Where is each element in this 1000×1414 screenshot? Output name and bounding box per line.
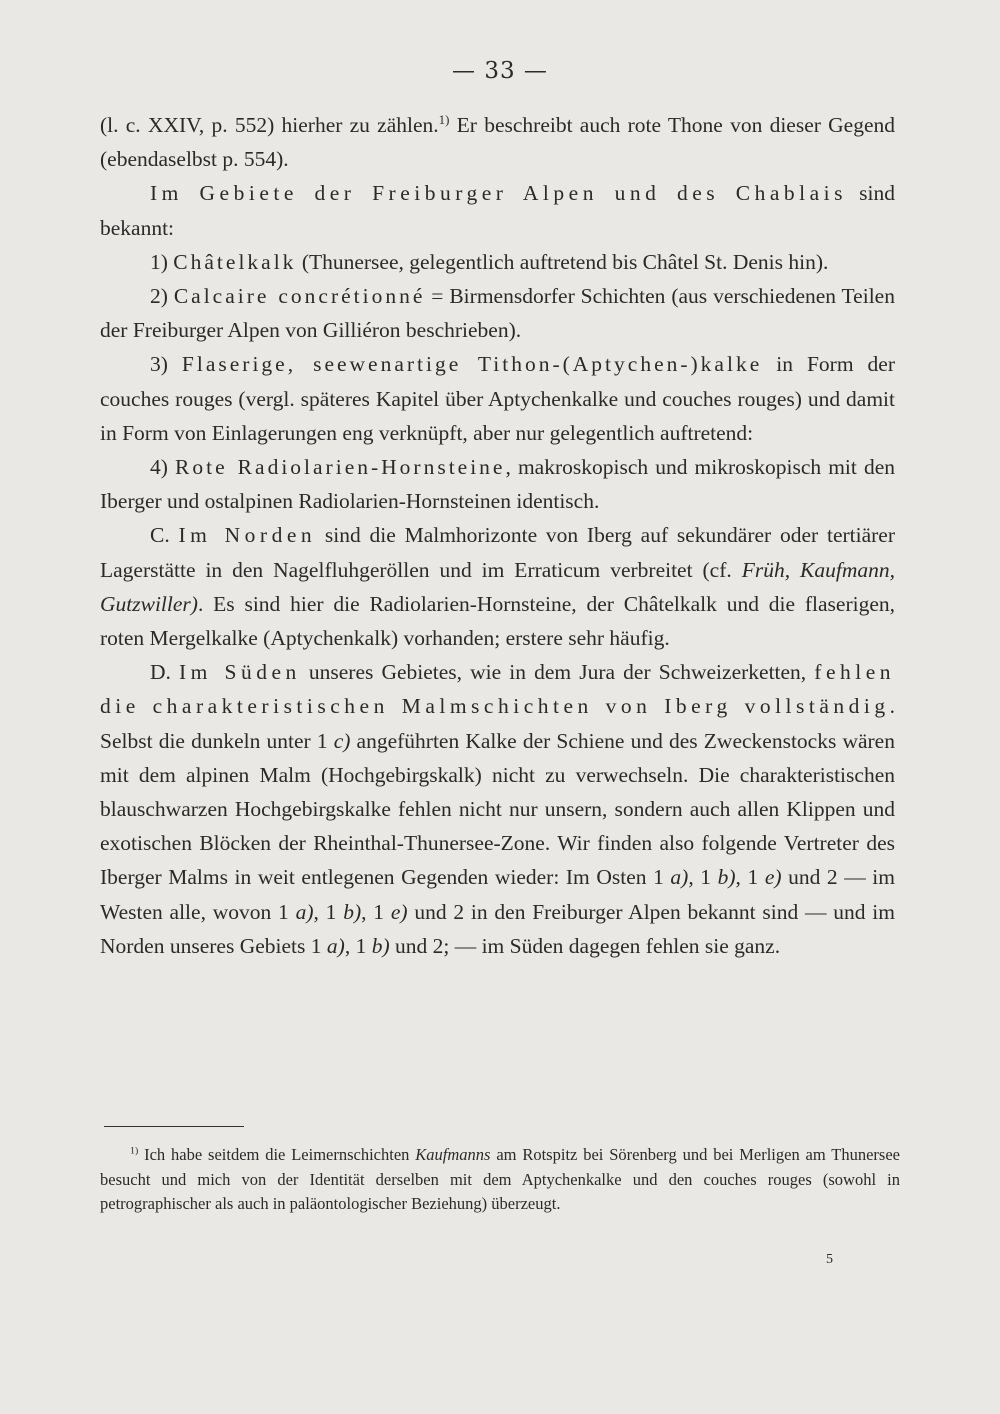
signature-mark: 5 [826, 1252, 833, 1267]
footnote: $^{1)}$ Ich habe seitdem die Leimernschichten Kaufmanns am Rotspitz bei Sörenberg und bei Merligen am Thunersee besucht und mich von der Identität derselben mit dem Aptychenkalke und den couches rouges (sowohl in petrographischer als auch in paläontologischer Beziehung) überzeugt. [100, 1145, 900, 1213]
list-item-1: 1) Châtelkalk (Thunersee, gelegentlich auftretend bis Châtel St. Denis hin). [150, 249, 829, 274]
list-item-4: 4) Rote Radiolarien-Hornsteine, makroskopisch und mikroskopisch mit den Iberger und ostalpinen Radiolarien-Hornsteinen identisch. [100, 455, 895, 514]
footnote-author: Kaufmanns [415, 1145, 491, 1164]
body-text [100, 108, 895, 963]
footnote-ref: 1) [438, 112, 450, 127]
section-c: C. Im Norden sind die Malmhorizonte von Iberg auf sekundärer oder tertiärer Lagerstätte in den Nagelfluhgeröllen und im Erraticum verbreitet (cf. Früh, Kaufmann, Gutzwiller). Es sind hier die Radiolarien-Hornsteine, der Châtelkalk und die flaserigen, roten Mergelkalke (Aptychenkalk) vorhanden; erstere sehr häufig. [100, 523, 896, 651]
list-item-3: 3) Flaserige, seewenartige Tithon-(Aptychen-)kalke in Form der couches rouges (vergl. späteres Kapitel über Aptychenkalke und couches rouges) und damit in Form von Einlagerungen eng verknüpft, aber nur gelegentlich auftretend: [100, 352, 895, 445]
list-item-2: 2) Calcaire concrétionné = Birmensdorfer Schichten (aus verschiedenen Teilen der Freiburger Alpen von Gilliéron beschrieben). [100, 284, 895, 343]
footnote-marker: 1) [130, 1145, 139, 1157]
section-d: D. Im Süden unseres Gebietes, wie in dem Jura der Schweizerketten, fehlen die charakteristischen Malmschichten von Iberg vollständig. Selbst die dunkeln unter 1 c) angeführten Kalke der Schiene und des Zweckenstocks wären mit dem alpinen Malm (Hochgebirgskalk) nicht zu verwechseln. Die charakteristischen blauschwarzen Hochgebirgskalke fehlen nicht nur unsern, sondern auch allen Klippen und exotischen Blöcken der Rheinthal-Thunersee-Zone. Wir finden also folgende Vertreter des Iberger Malms in weit entlegenen Gegenden wieder: Im Osten 1 a), 1 b), 1 e) und 2 — im Westen alle, wovon 1 a), 1 b), 1 e) und 2 in den Freiburger Alpen bekannt sind — und im Norden unseres Gebiets 1 a), 1 b) und 2; — im Süden dagegen fehlen sie ganz. [100, 660, 896, 958]
author-citation: Früh, Kaufmann, Gutzwiller) [100, 557, 896, 616]
page-number: — 33 — [452, 58, 548, 84]
paragraph-1: (l. c. XXIV, p. 552) hierher zu zählen.$^{1)}$ Er beschreibt auch rote Thone von dieser Gegend (ebendaselbst p. 554). [100, 112, 896, 172]
paragraph-2: Im Gebiete der Freiburger Alpen und des Chablais sind bekannt: [100, 181, 895, 240]
footnote-divider [104, 1126, 244, 1127]
